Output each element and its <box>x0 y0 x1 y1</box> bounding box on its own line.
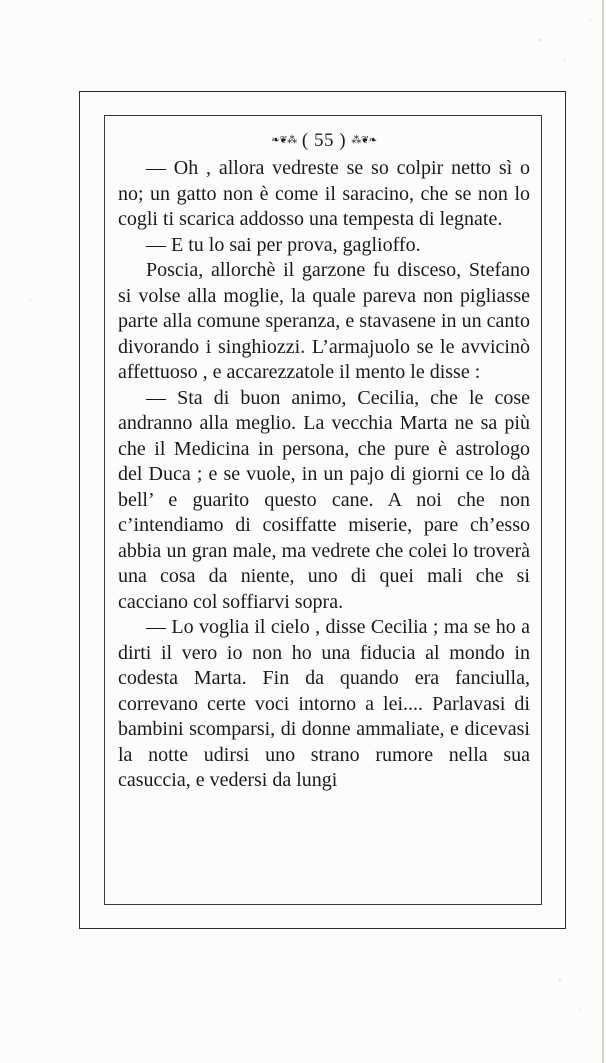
paragraph-3: Poscia, allorchè il garzone fu disceso, Stefano si volse alla moglie, la quale pareva non pigliasse parte alla comune speranza, e stavasene in un canto divorando i singhiozzi. L’armajuolo se le avvicinò affettuoso , e accarezzatole il mento le disse : <box>118 259 530 383</box>
page-text-block <box>118 128 530 794</box>
ornament-left-icon: ❧❦⁂ <box>271 135 297 146</box>
paragraph-2: — E tu lo sai per prova, gaglioffo. <box>146 233 421 256</box>
paragraph-1: — Oh , allora vedreste se so colpir netto sì o no; un gatto non è come il saracino, che se non lo cogli ti scarica addosso una tempesta di legnate. <box>118 157 530 230</box>
paragraph-4: — Sta di buon animo, Cecilia, che le cose andranno alla meglio. La vecchia Marta ne sa più che il Medicina in persona, che pure è astrologo del Duca ; e se vuole, in un pajo di giorni ce lo dà bell’ e guarito questo cane. A noi che non c’intendiamo di cosiffatte miserie, pare ch’esso abbia un gran male, ma vedrete che colei lo troverà una cosa da niente, uno di quei mali che si cacciano col soffiarvi sopra. <box>118 386 530 613</box>
page-number: ( 55 ) <box>301 130 347 151</box>
page-header <box>118 128 530 154</box>
paragraph-5: — Lo voglia il cielo , disse Cecilia ; ma se ho a dirti il vero io non ho una fiducia al mondo in codesta Marta. Fin da quando era fanciulla, correvano certe voci intorno a lei.... Parlavasi di bambini scomparsi, di donne ammaliate, e dicevasi la notte udirsi uno strano rumore nella sua casuccia, e vedersi da lungi <box>118 616 530 791</box>
ornament-right-icon: ⁂❦❧ <box>351 135 377 146</box>
